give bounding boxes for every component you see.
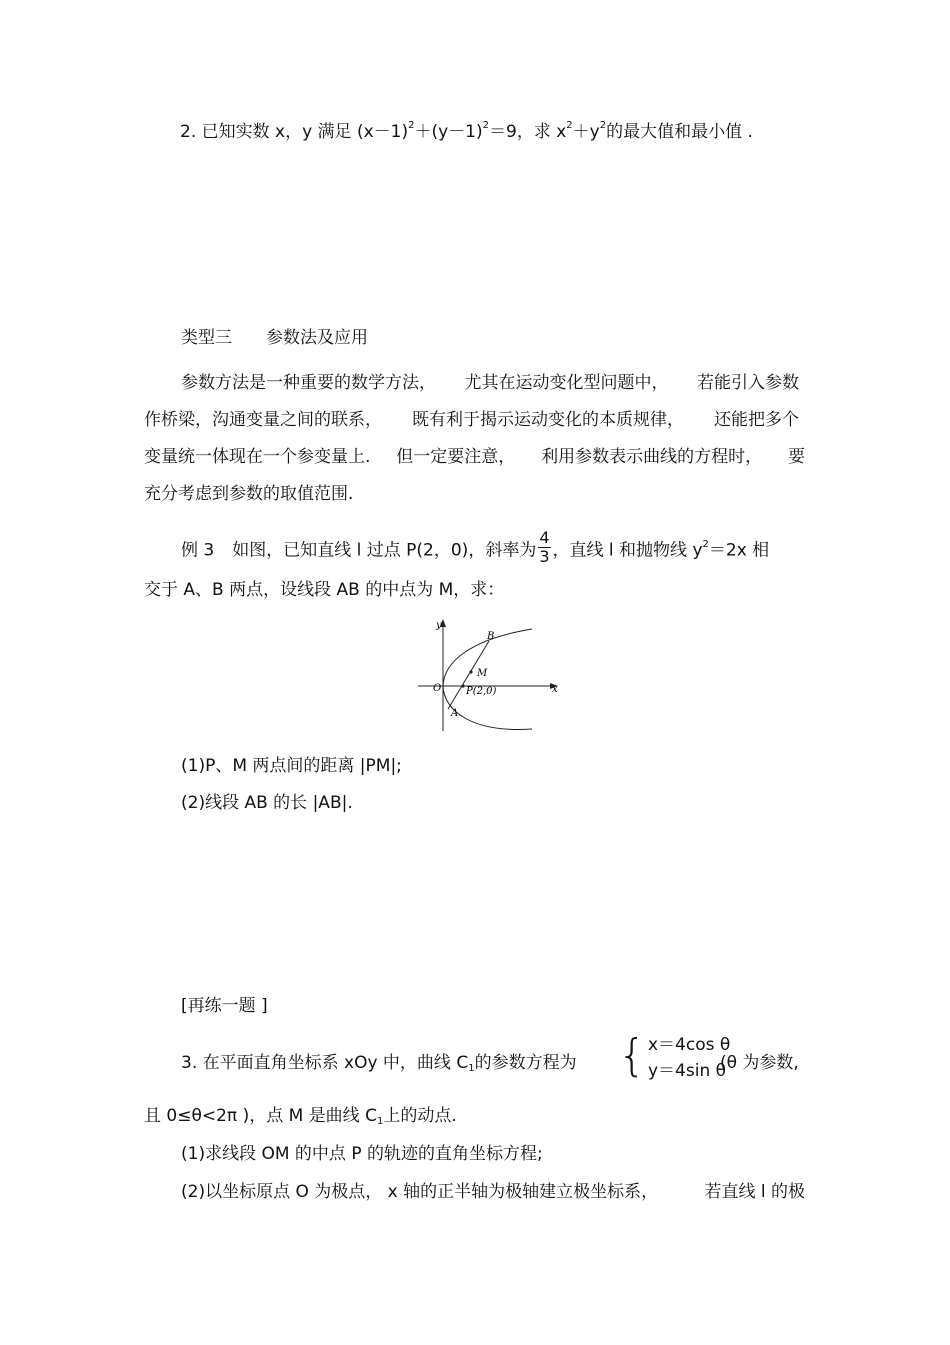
- section-paragraph-line-4: 充分考虑到参数的取值范围.: [144, 484, 354, 504]
- section-paragraph-line-1: 参数方法是一种重要的数学方法， 尤其在运动变化型问题中， 若能引入参数: [181, 373, 799, 393]
- left-brace: {: [618, 1030, 646, 1081]
- label-o: O: [433, 683, 442, 694]
- example-3-line-2: 交于 A、B 两点，设线段 AB 的中点为 M，求：: [144, 580, 505, 600]
- label-m: M: [477, 668, 488, 679]
- label-x: x: [552, 684, 558, 695]
- problem-3-param-note: (θ 为参数,: [720, 1053, 799, 1073]
- problem-3-question-2: (2)以坐标原点 O 为极点， x 轴的正半轴为极轴建立极坐标系， 若直线 l 的极: [181, 1182, 805, 1202]
- label-b: B: [487, 631, 495, 642]
- practice-heading: [再练一题 ]: [181, 996, 268, 1016]
- example-3-question-1: (1)P、M 两点间的距离 |PM|;: [181, 756, 402, 776]
- problem-3-statement: 3. 在平面直角坐标系 xOy 中，曲线 $C_1$的参数方程为: [181, 1053, 577, 1074]
- section-paragraph-line-3: 变量统一体现在一个参变量上. 但一定要注意， 利用参数表示曲线的方程时， 要: [144, 447, 805, 467]
- problem-3-line-2: 且 0≤θ<2π )，点 M 是曲线 $C_1$上的动点.: [144, 1106, 457, 1127]
- point-p: [461, 684, 464, 687]
- point-m: [469, 670, 472, 673]
- parabola-figure: [412, 615, 572, 735]
- label-a: A: [451, 708, 459, 719]
- slope-fraction: $\frac{4}{3}$: [539, 528, 550, 566]
- example-label: 例 3: [181, 540, 215, 561]
- problem-3-question-1: (1)求线段 OM 的中点 P 的轨迹的直角坐标方程;: [181, 1144, 543, 1164]
- example-3-question-2: (2)线段 AB 的长 |AB|.: [181, 793, 353, 813]
- problem-2-statement: 2. 已知实数 x，y 满足 $(x-1)^2+(y-1)^2=9$，求 $x^2+y^2$的最大值和最小值 .: [180, 120, 753, 142]
- parametric-equation-system: [618, 1032, 730, 1084]
- section-paragraph-line-2: 作桥梁，沟通变量之间的联系， 既有利于揭示运动变化的本质规律， 还能把多个: [144, 410, 799, 430]
- equation-x: x＝4cos θ: [648, 1035, 731, 1055]
- label-y: y: [436, 620, 442, 631]
- example-3-statement: 例 3 如图，已知直线 l 过点 P(2，0)，斜率为 $\frac{4}{3}$ ，直线 l 和抛物线 $y^2=2x$ 相: [181, 528, 770, 566]
- equation-y: y＝4sin θ: [648, 1061, 727, 1081]
- section-heading: 类型三 参数法及应用: [181, 328, 368, 348]
- label-p: P(2,0): [466, 686, 497, 697]
